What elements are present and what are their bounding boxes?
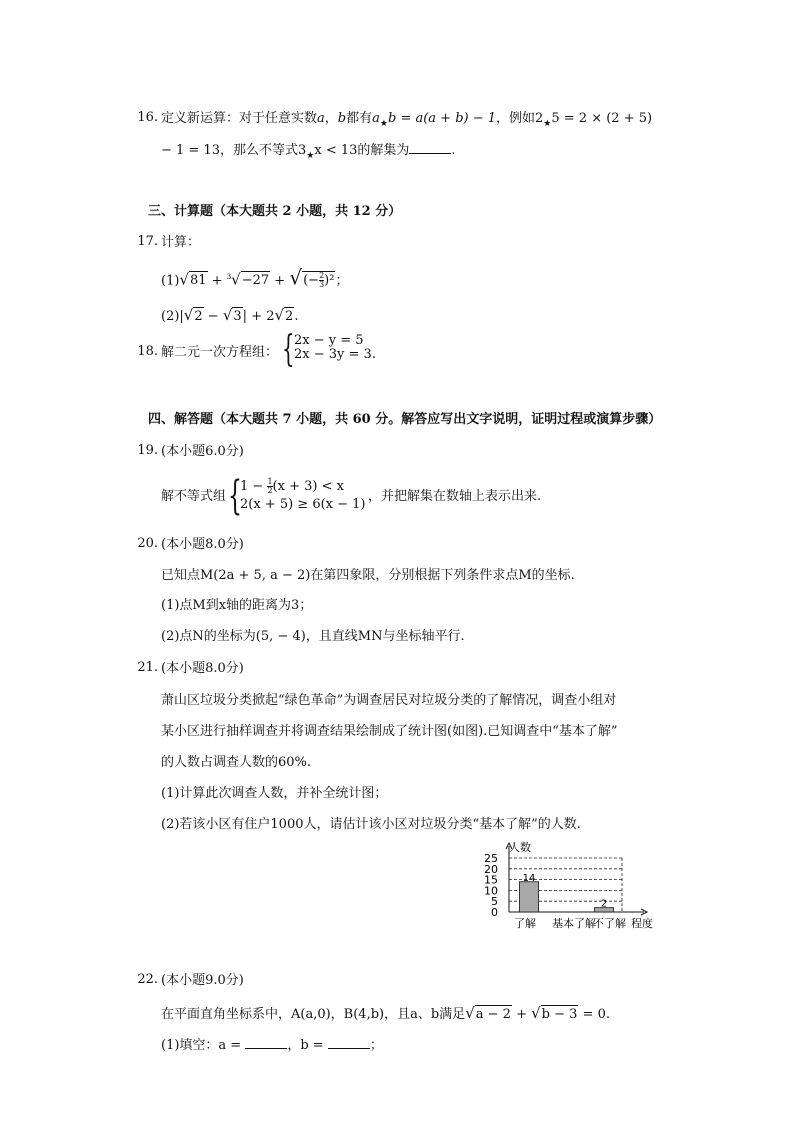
- q17-p2-mid: | + 2: [242, 309, 275, 324]
- x-axis-label: 程度: [631, 917, 653, 930]
- q21-line3: 的人数占调查人数的60%.: [161, 755, 312, 770]
- q17-p1-radicand3: [302, 271, 335, 290]
- x-category-label: 了解: [514, 917, 536, 930]
- q17-p1-radicand1: 81: [189, 273, 207, 289]
- denominator: 3: [319, 280, 325, 290]
- q21-line1: 萧山区垃圾分类掀起“绿色革命”为调查居民对垃圾分类的了解情况，调查小组对: [161, 693, 617, 708]
- q21-line2: 某小区进行抽样调查并将调查结果绘制成了统计图(如图).已知调查中“基本了解”: [161, 724, 618, 739]
- sqrt-sign: √: [289, 265, 303, 290]
- q16-comma: ，: [324, 111, 338, 126]
- q19-tail: ，并把解集在数轴上表示出来.: [368, 489, 542, 504]
- q20-part1: (1)点M到x轴的距离为3；: [161, 598, 313, 613]
- q19-label: 解不等式组: [161, 489, 227, 504]
- q17-p2-radicand2: 3: [233, 309, 242, 324]
- cbrt-sign: √: [231, 270, 241, 289]
- q17-p2-end: .: [294, 309, 299, 324]
- q21-part1: (1)计算此次调查人数，并补全统计图；: [161, 786, 388, 801]
- sqrt-sign: √: [274, 306, 285, 324]
- q17-part2: [161, 306, 298, 326]
- q20-part2: (2)点N的坐标为(5, − 4)，且直线MN与坐标轴平行.: [161, 629, 465, 644]
- q17-p1-index: 3: [226, 273, 232, 281]
- q16-var-a: a: [317, 111, 325, 126]
- q17-p1-end: ；: [335, 273, 349, 289]
- bar-chart: [480, 838, 670, 933]
- star-symbol: ★: [306, 151, 315, 161]
- q17-p1-plus: +: [207, 273, 227, 289]
- q22-part1: [161, 1036, 383, 1055]
- denominator: 2: [267, 486, 273, 495]
- q21-score: (本小题8.0分): [161, 661, 244, 676]
- star-symbol: ★: [543, 119, 552, 129]
- y-axis-label: 人数: [509, 841, 531, 854]
- q16-expr-def: b = a(a + b) − 1: [387, 111, 497, 126]
- q22-p1-end: ；: [369, 1038, 383, 1053]
- q16-expr-a: a: [372, 111, 380, 126]
- q20-score: (本小题8.0分): [161, 537, 244, 552]
- section-3-title: 三、计算题（本大题共 2 小题，共 12 分）: [148, 204, 402, 219]
- q16-var-b: b: [337, 111, 347, 126]
- q18-number: 18.: [137, 344, 158, 359]
- q18-eq2-text: 2x − 3y = 3: [294, 347, 372, 362]
- q16-line2: [161, 141, 456, 161]
- data-label: 2: [600, 898, 608, 910]
- q22-score: (本小题9.0分): [161, 973, 244, 988]
- q19-inequality-2: 2(x + 5) ≥ 6(x − 1): [240, 497, 366, 512]
- q17-p1-square: )²: [324, 273, 335, 289]
- q16-answer-blank[interactable]: [409, 141, 451, 154]
- q18-period: .: [371, 347, 376, 362]
- q20-number: 20.: [137, 536, 158, 551]
- y-tick-label: 20: [484, 862, 498, 876]
- q22-text-b: = 0.: [578, 1007, 610, 1022]
- sqrt-sign: √: [222, 306, 233, 324]
- q17-label: 计算：: [161, 235, 201, 250]
- q16-text-c: ，例如2: [496, 111, 544, 126]
- q22-line1: [161, 1004, 610, 1024]
- sqrt-sign: √: [531, 1004, 541, 1022]
- q18-equation-2: [294, 348, 376, 362]
- q20-stem: 已知点M(2a + 5, a − 2)在第四象限，分别根据下列条件求点M的坐标.: [161, 568, 575, 583]
- q16-line1: [161, 110, 652, 129]
- q16-number: 16.: [137, 110, 158, 125]
- q17-p1-label: (1): [161, 273, 180, 289]
- y-tick-label: 5: [491, 895, 498, 909]
- y-tick-label: 10: [484, 884, 498, 898]
- section-4-title: 四、解答题（本大题共 7 小题，共 60 分。解答应写出文字说明，证明过程或演算步骤）: [148, 412, 662, 427]
- q22-blank-a[interactable]: [245, 1036, 287, 1049]
- q16-text-b: 都有: [346, 111, 373, 126]
- q17-p2-radicand1: 2: [194, 309, 203, 324]
- q22-radicand2: b − 3: [541, 1007, 578, 1022]
- q16-period: .: [451, 143, 456, 158]
- q21-number: 21.: [137, 660, 158, 675]
- q17-part1: [161, 265, 349, 290]
- q17-p2-minus: −: [203, 309, 223, 324]
- q22-plus: +: [511, 1007, 532, 1022]
- y-tick-label: 15: [484, 873, 498, 887]
- q22-p1-b: ，b =: [287, 1038, 328, 1053]
- q17-p1-paren: (−: [303, 273, 320, 289]
- q19-eq1-b: (x + 3) < x: [272, 479, 344, 494]
- numerator: 1: [267, 477, 273, 486]
- y-tick-label: 0: [491, 906, 498, 919]
- q17-p1-plus: +: [270, 273, 290, 289]
- sqrt-sign: √: [179, 270, 189, 289]
- left-brace: {: [228, 473, 242, 519]
- x-category-label: 基本了解: [552, 917, 596, 930]
- q19-inequality-1: [240, 478, 344, 495]
- q22-text-a: 在平面直角坐标系中，A(a,0)，B(4,b)，且a、b满足: [161, 1007, 466, 1022]
- q16-text-a: 定义新运算：对于任意实数: [161, 111, 318, 126]
- left-brace: {: [282, 329, 295, 370]
- sqrt-sign: √: [465, 1004, 475, 1022]
- q22-blank-b[interactable]: [328, 1036, 370, 1049]
- q19-number: 19.: [137, 443, 158, 458]
- q16-expr-example: 5 = 2 × (2 + 5): [551, 111, 653, 126]
- q22-p1-a: (1)填空：a =: [161, 1038, 246, 1053]
- q17-number: 17.: [137, 234, 158, 249]
- data-label: 14: [522, 872, 536, 884]
- sqrt-sign: √: [183, 306, 194, 324]
- q16-text-d: − 1 = 13，那么不等式3: [161, 143, 307, 158]
- q18-label: 解二元一次方程组：: [161, 345, 279, 360]
- y-tick-label: 25: [484, 852, 498, 865]
- q19-score: (本小题6.0分): [161, 444, 244, 459]
- x-category-label: 不了解: [593, 917, 626, 930]
- bar-1: [520, 882, 539, 912]
- q21-part2: (2)若该小区有住户1000人，请估计该小区对垃圾分类“基本了解”的人数.: [161, 817, 581, 832]
- numerator: 2: [319, 271, 325, 281]
- q17-p2-label: (2)|: [161, 309, 184, 324]
- q17-p2-radicand3: 2: [285, 309, 294, 324]
- q22-radicand1: a − 2: [475, 1007, 511, 1022]
- q16-text-e: x < 13的解集为: [314, 143, 410, 158]
- q17-p1-radicand2: −27: [241, 273, 270, 289]
- q22-number: 22.: [137, 972, 158, 987]
- q18-equation-1: 2x − y = 5: [294, 333, 364, 348]
- star-symbol: ★: [379, 119, 388, 129]
- q19-eq1-a: 1 −: [240, 479, 268, 494]
